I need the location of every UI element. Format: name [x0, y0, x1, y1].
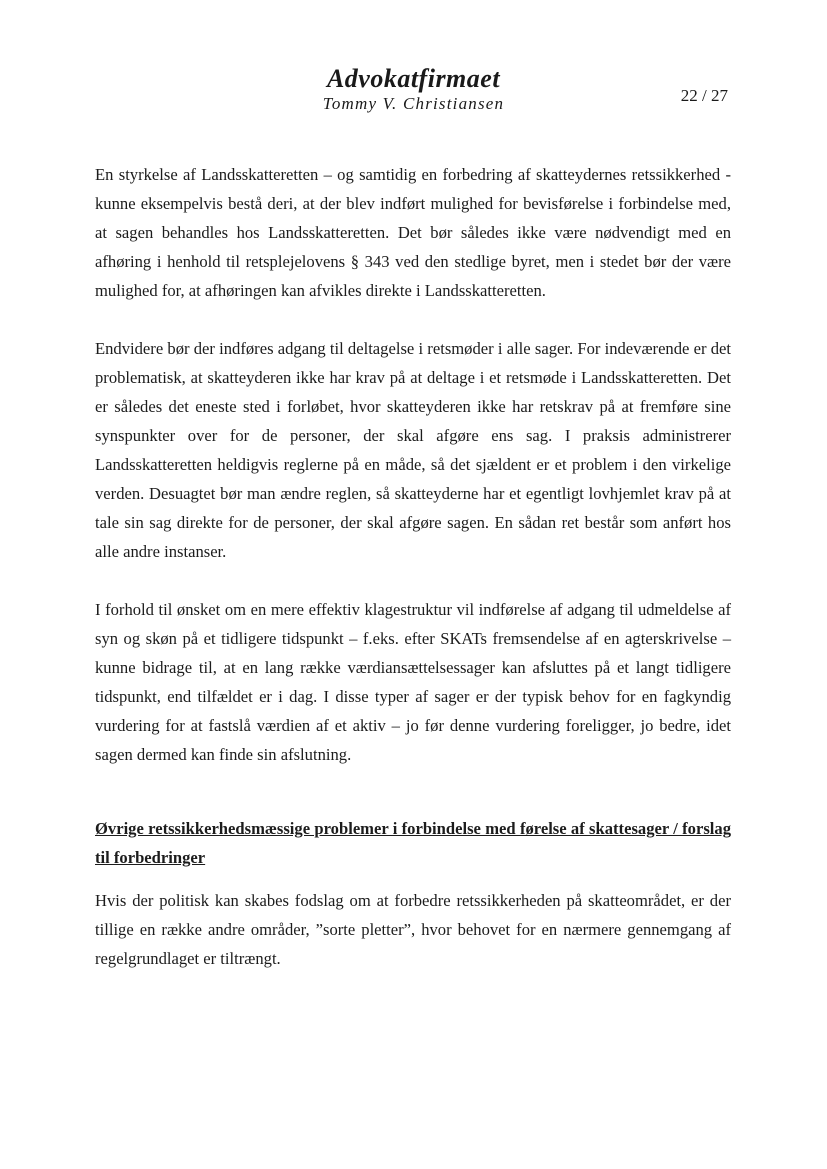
paragraph-2: Endvidere bør der indføres adgang til deltagelse i retsmøder i alle sager. For indeværende er det problematisk, at skatteyderen ikke har krav på at deltage i et retsmøde i Landsskatteretten. Det er således det eneste sted i forløbet, hvor skatteyderen ikke har retskrav på at fremføre sine synspunkter over for de personer, der skal afgøre ens sag. I praksis administrerer Landsskatteretten heldigvis reglerne på en måde, så det sjældent er et problem i den virkelige verden. Desuagtet bør man ændre reglen, så skatteyderne har et egentligt lovhjemlet krav på at tale sin sag direkte for de personer, der skal afgøre sagen. En sådan ret består som anført hos alle andre instanser.: [95, 339, 731, 561]
firm-owner: Tommy V. Christiansen: [322, 94, 505, 113]
paragraph-4: Hvis der politisk kan skabes fodslag om at forbedre retssikkerheden på skatteområdet, er der tillige en række andre områder, ”sorte pletter”, hvor behovet for en nærmere gennemgang af regelgrundlaget er tiltrængt.: [95, 891, 731, 968]
paragraph-1: En styrkelse af Landsskatteretten – og samtidig en forbedring af skatteydernes retssikkerhed - kunne eksempelvis bestå deri, at der blev indført mulighed for bevisførelse i forbindelse med, at sagen behandles hos Landsskatteretten. Det bør således ikke være nødvendigt med en afhøring i henhold til retsplejelovens § 343 ved den stedlige byret, men i stedet bør der være mulighed for, at afhøringen kan afvikles direkte i Landsskatteretten.: [95, 165, 731, 300]
firm-name: Advokatfirmaet: [326, 64, 501, 93]
section-heading: Øvrige retssikkerhedsmæssige problemer i forbindelse med førelse af skattesager / forslag til forbedringer: [95, 819, 731, 867]
page-number: 22 / 27: [680, 86, 728, 105]
document-body: [95, 160, 731, 1002]
paragraph-3: I forhold til ønsket om en mere effektiv klagestruktur vil indførelse af adgang til udmeldelse af syn og skøn på et tidligere tidspunkt – f.eks. efter SKATs fremsendelse af en agterskrivelse – kunne bidrage til, at en lang række værdiansættelsessager kan afsluttes på et langt tidligere tidspunkt, end tilfældet er i dag. I disse typer af sager er der typisk behov for en fagkyndig vurdering for at fastslå værdien af et aktiv – jo før denne vurdering foreligger, jo bedre, idet sagen dermed kan finde sin afslutning.: [95, 600, 731, 764]
